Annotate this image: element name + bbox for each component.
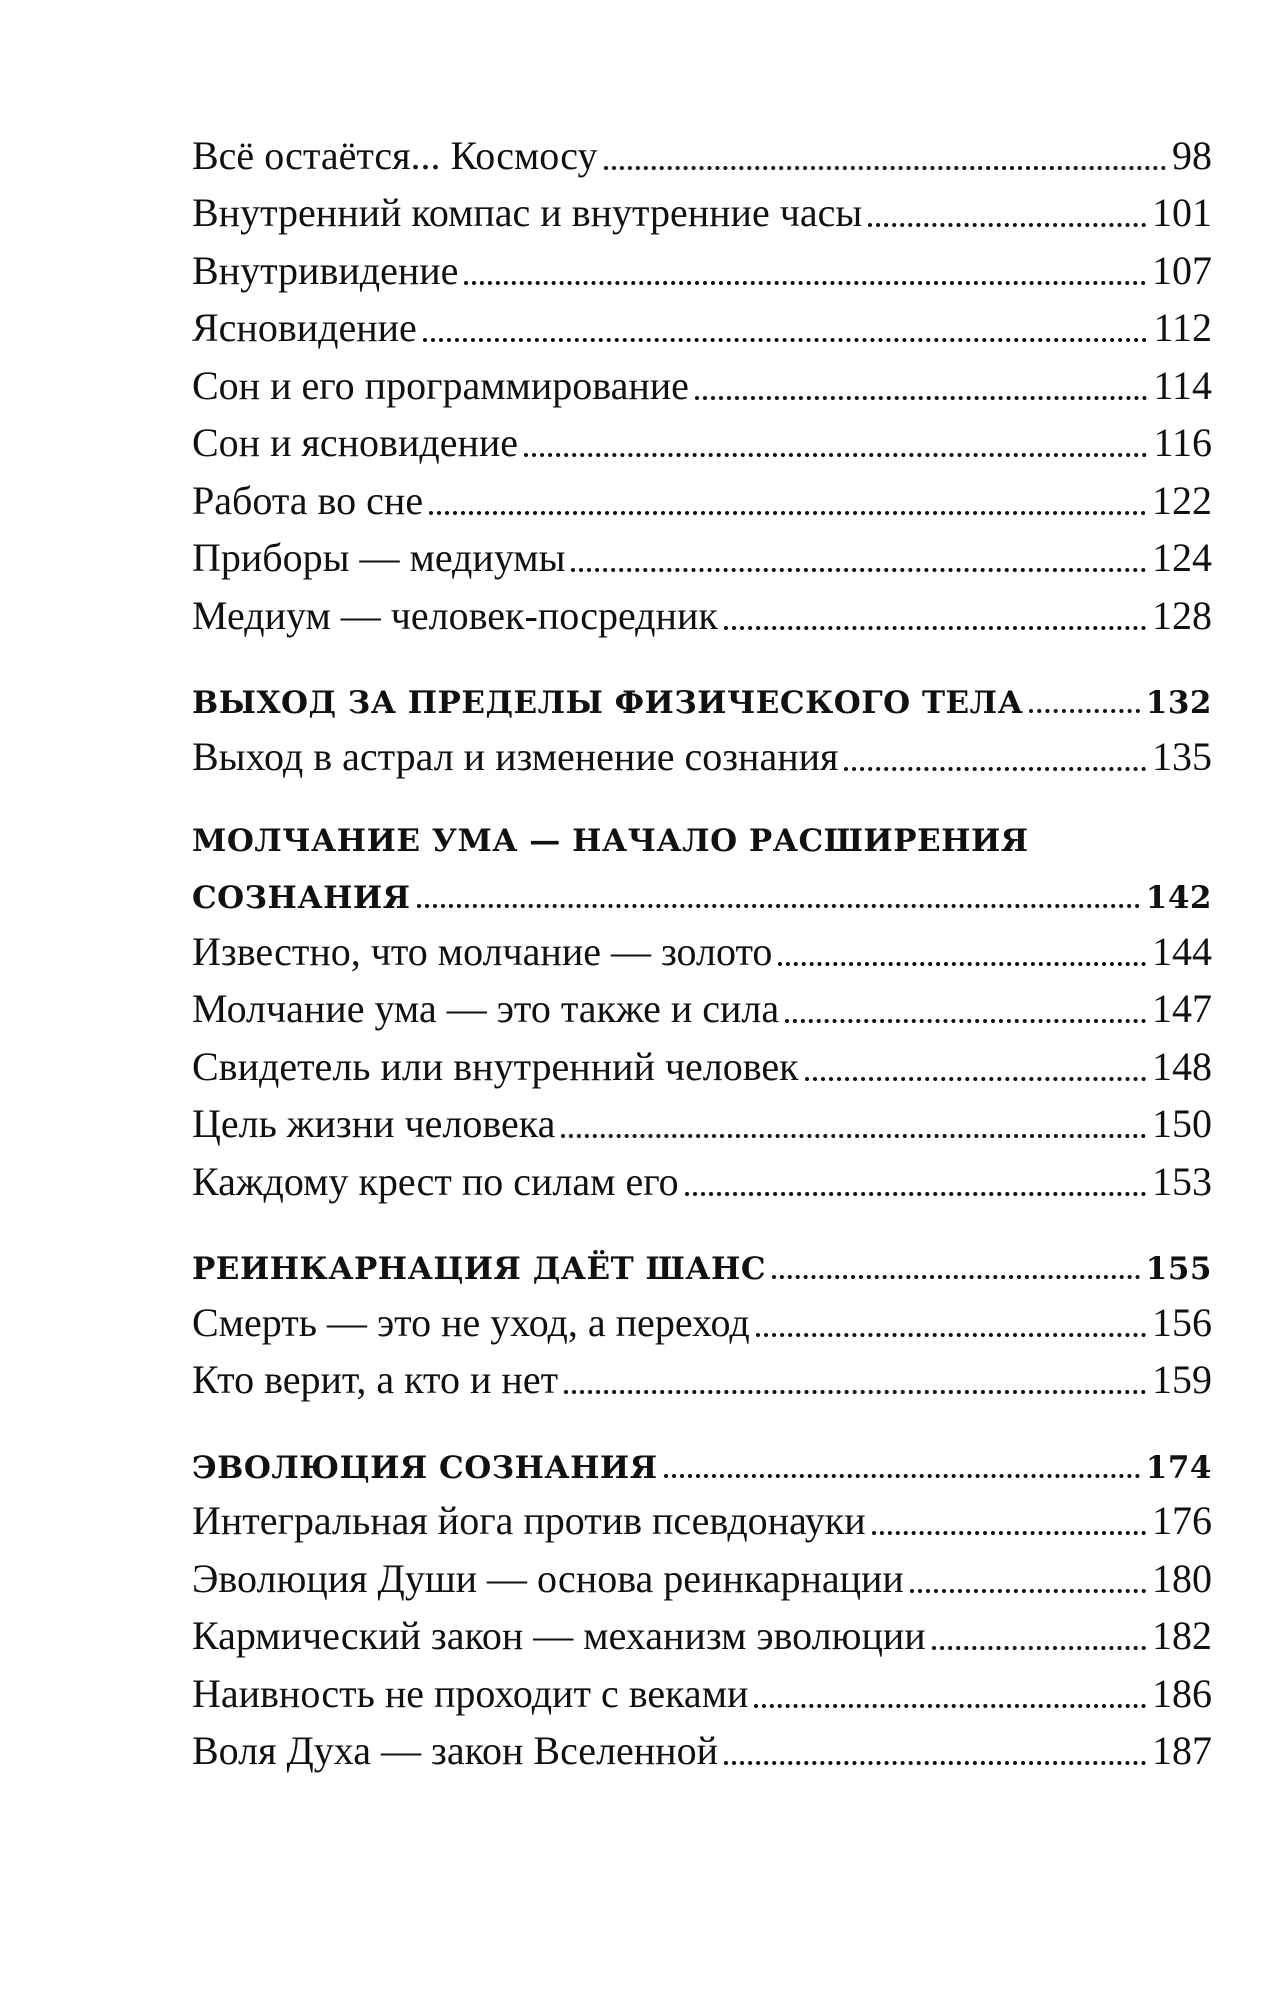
dot-leader [844, 767, 1146, 771]
dot-leader [772, 1275, 1140, 1279]
toc-entry-page: 122 [1152, 477, 1212, 523]
toc-section-heading [192, 1426, 1212, 1484]
dot-leader [423, 338, 1148, 342]
toc-entry-page: 180 [1152, 1555, 1212, 1601]
toc-entry [192, 1144, 1212, 1202]
toc-entry-page: 150 [1152, 1101, 1212, 1146]
toc-entry [192, 1484, 1212, 1542]
toc-entry-page: 153 [1152, 1158, 1212, 1204]
dot-leader [910, 1589, 1146, 1593]
toc-entry [192, 348, 1212, 406]
toc-entry [192, 719, 1212, 777]
section-spacer [192, 777, 1212, 803]
toc-entry-title: Свидетель или внутренний человек [192, 1043, 799, 1089]
dot-leader [561, 1134, 1146, 1138]
toc-entry-page: 128 [1152, 592, 1212, 638]
toc-section-heading [192, 857, 1212, 915]
dot-leader [868, 223, 1146, 227]
dot-leader [872, 1531, 1146, 1535]
toc-entry-title: Ясновидение [192, 305, 417, 350]
section-heading-title-cont: СОЗНАНИЯ [192, 880, 411, 916]
toc-entry-title: Внутривидение [192, 247, 459, 293]
dot-leader [805, 1077, 1146, 1081]
dot-leader [695, 396, 1148, 400]
toc-entry-title: Медиум — человек-посредник [192, 592, 718, 638]
section-spacer [192, 1202, 1212, 1228]
toc-entry-title: Выход в астрал и изменение сознания [192, 733, 839, 779]
toc-entry [192, 521, 1212, 579]
toc-entry-page: 186 [1152, 1670, 1212, 1716]
toc-entry-page: 144 [1152, 928, 1212, 974]
section-spacer [192, 636, 1212, 662]
toc-entry-title: Смерть — это не уход, а переход [192, 1299, 750, 1345]
toc-entry [192, 1656, 1212, 1714]
toc-entry-title: Цель жизни человека [192, 1101, 556, 1146]
toc-entry-page: 135 [1152, 733, 1212, 779]
toc-entry-title: Сон и его программирование [192, 362, 689, 408]
toc-entry [192, 463, 1212, 521]
dot-leader [685, 1192, 1146, 1196]
section-heading-page: 142 [1145, 880, 1212, 916]
toc-entry-page: 156 [1152, 1299, 1212, 1345]
dot-leader [571, 568, 1146, 572]
toc-entry-page: 114 [1153, 362, 1212, 408]
toc-entry-title: Каждому крест по силам его [192, 1158, 679, 1204]
toc-entry-page: 101 [1152, 190, 1212, 235]
toc-entry-title: Сон и ясновидение [192, 420, 519, 465]
toc-entry-title: Внутренний компас и внутренние часы [192, 190, 863, 235]
dot-leader [754, 1704, 1146, 1708]
toc-section-heading [192, 1228, 1212, 1286]
toc-entry-title: Наивность не проходит с веками [192, 1670, 749, 1716]
section-heading-page: 174 [1145, 1449, 1212, 1486]
toc-entry-page: 98 [1172, 132, 1212, 178]
toc-entry [192, 914, 1212, 972]
toc-entry-page: 187 [1152, 1728, 1212, 1773]
toc-entry-title: Работа во сне [192, 477, 424, 523]
toc-entry [192, 176, 1212, 234]
toc-entry [192, 118, 1212, 176]
toc-entry [192, 291, 1212, 349]
toc-entry-page: 124 [1152, 535, 1212, 580]
toc-entry-page: 148 [1152, 1043, 1212, 1089]
section-heading-page: 155 [1145, 1251, 1212, 1287]
toc-entry-title: Известно, что молчание — золото [192, 928, 773, 974]
toc-entry-title: Приборы — медиумы [192, 535, 566, 580]
dot-leader [1029, 709, 1139, 713]
toc-entry [192, 1714, 1212, 1772]
toc-entry-title: Молчание ума — это также и сила [192, 986, 780, 1031]
toc-entry-title: Кто верит, а кто и нет [192, 1357, 559, 1402]
section-heading-title: РЕИНКАРНАЦИЯ ДАЁТ ШАНС [192, 1251, 767, 1287]
toc-entry [192, 406, 1212, 464]
section-heading-title: ВЫХОД ЗА ПРЕДЕЛЫ ФИЗИЧЕСКОГО ТЕЛА [192, 685, 1024, 721]
toc-entry [192, 1285, 1212, 1343]
dot-leader [524, 453, 1147, 457]
toc-entry [192, 578, 1212, 636]
section-spacer [192, 1400, 1212, 1426]
section-heading-title: МОЛЧАНИЕ УМА — НАЧАЛО РАСШИРЕНИЯ [192, 822, 1029, 859]
dot-leader [564, 1390, 1146, 1394]
section-heading-title: ЭВОЛЮЦИЯ СОЗНАНИЯ [192, 1449, 658, 1486]
dot-leader [464, 281, 1146, 285]
toc-entry-title: Эволюция Души — основа реинкарнации [192, 1555, 904, 1601]
toc-entry [192, 1029, 1212, 1087]
toc-entry-page: 116 [1153, 420, 1212, 465]
dot-leader [604, 166, 1166, 170]
toc-entry [192, 1541, 1212, 1599]
dot-leader [429, 511, 1146, 515]
table-of-contents [192, 118, 1212, 1771]
toc-entry [192, 1343, 1212, 1401]
dot-leader [724, 1761, 1146, 1765]
toc-entry-title: Интегральная йога против псевдонауки [192, 1498, 866, 1543]
toc-entry [192, 233, 1212, 291]
toc-entry-page: 112 [1153, 305, 1212, 350]
toc-entry-title: Всё остаётся... Космосу [192, 132, 598, 178]
section-heading-page: 132 [1145, 685, 1212, 721]
toc-entry [192, 972, 1212, 1030]
dot-leader [785, 1019, 1146, 1023]
dot-leader [417, 904, 1140, 908]
toc-section-heading [192, 662, 1212, 720]
toc-entry-page: 182 [1152, 1613, 1212, 1658]
toc-entry [192, 1599, 1212, 1657]
toc-entry-page: 176 [1152, 1498, 1212, 1543]
toc-entry-title: Воля Духа — закон Вселенной [192, 1728, 718, 1773]
dot-leader [778, 962, 1146, 966]
toc-entry-page: 107 [1152, 247, 1212, 293]
toc-entry-page: 147 [1152, 986, 1212, 1031]
dot-leader [932, 1646, 1146, 1650]
toc-section-heading-line1 [192, 803, 1212, 857]
toc-entry-page: 159 [1152, 1357, 1212, 1402]
dot-leader [724, 626, 1146, 630]
toc-entry-title: Кармический закон — механизм эволюции [192, 1613, 926, 1658]
dot-leader [756, 1333, 1146, 1337]
toc-entry [192, 1087, 1212, 1145]
dot-leader [664, 1474, 1140, 1478]
